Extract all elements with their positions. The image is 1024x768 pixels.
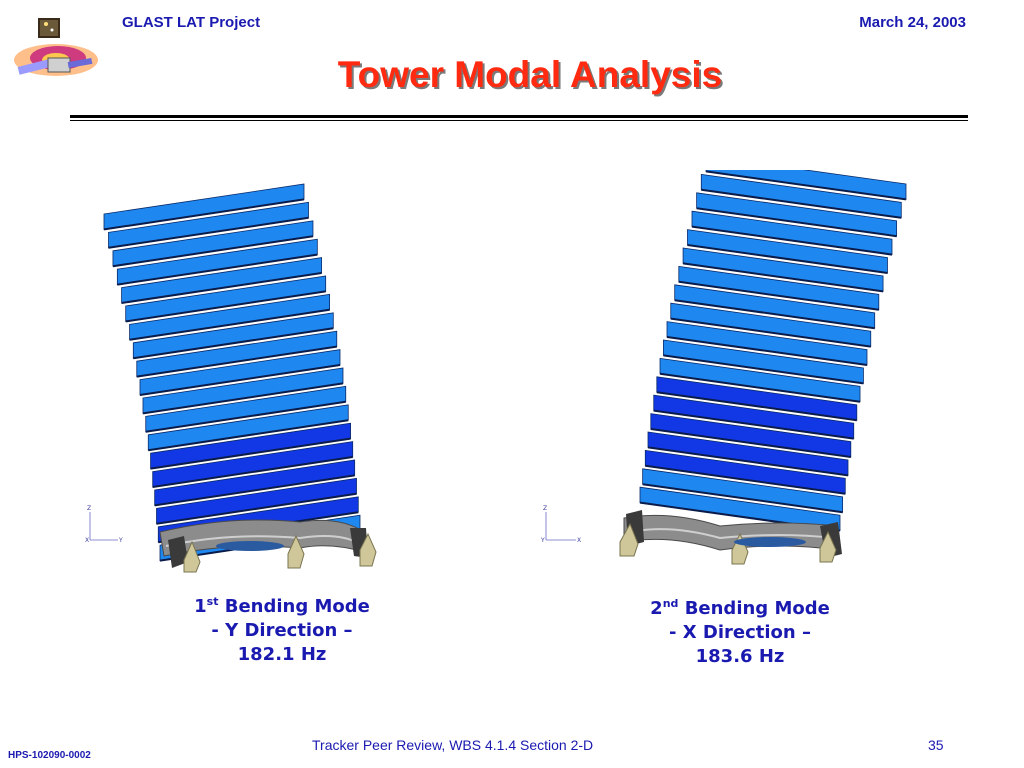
mode2-mode-name: Bending Mode: [678, 598, 830, 619]
document-id: HPS-102090-0002: [8, 750, 91, 761]
mode1-caption: [162, 590, 402, 667]
mode1-axis-z-label: Z: [87, 505, 92, 512]
presentation-date: March 24, 2003: [859, 14, 966, 31]
mode2-ordinal-suffix: nd: [662, 597, 679, 610]
mode2-axis-z-label: Z: [543, 505, 548, 512]
mode2-caption: [620, 592, 860, 669]
mode1-axis-left-label: X: [85, 537, 90, 544]
mode1-base: [160, 520, 376, 572]
mode2-caption-line1: [620, 592, 860, 621]
mode1-axis-triad: [85, 505, 123, 544]
mode2-ordinal: 2: [650, 598, 663, 619]
mode2-axis-left-label: Y: [541, 537, 545, 544]
project-name: GLAST LAT Project: [122, 14, 261, 31]
mode1-ordinal: 1: [194, 596, 207, 617]
mode2-tower: [640, 170, 906, 531]
mode1-caption-frequency: 182.1 Hz: [237, 644, 327, 665]
mode1-ordinal-suffix: st: [206, 595, 219, 608]
mode2-caption-direction: - X Direction –: [669, 622, 811, 643]
mode1-caption-direction: - Y Direction –: [211, 620, 353, 641]
mode2-figure: [520, 170, 920, 580]
mode2-caption-frequency: 183.6 Hz: [695, 646, 785, 667]
page-number: 35: [928, 737, 944, 753]
footer-review-title: Tracker Peer Review, WBS 4.1.4 Section 2-D: [312, 737, 594, 753]
mode1-tower: [104, 184, 360, 561]
mode2-axis-right-label: X: [577, 537, 582, 544]
mode1-mode-name: Bending Mode: [218, 596, 370, 617]
mode1-caption-line1: [162, 590, 402, 619]
title-rule-thick: [70, 115, 968, 118]
title-rule-thin: [70, 120, 968, 121]
mode1-axis-right-label: Y: [119, 537, 123, 544]
mode1-figure: [60, 170, 440, 580]
slide-title: Tower Modal Analysis: [337, 54, 723, 95]
mode2-axis-triad: [540, 505, 581, 544]
